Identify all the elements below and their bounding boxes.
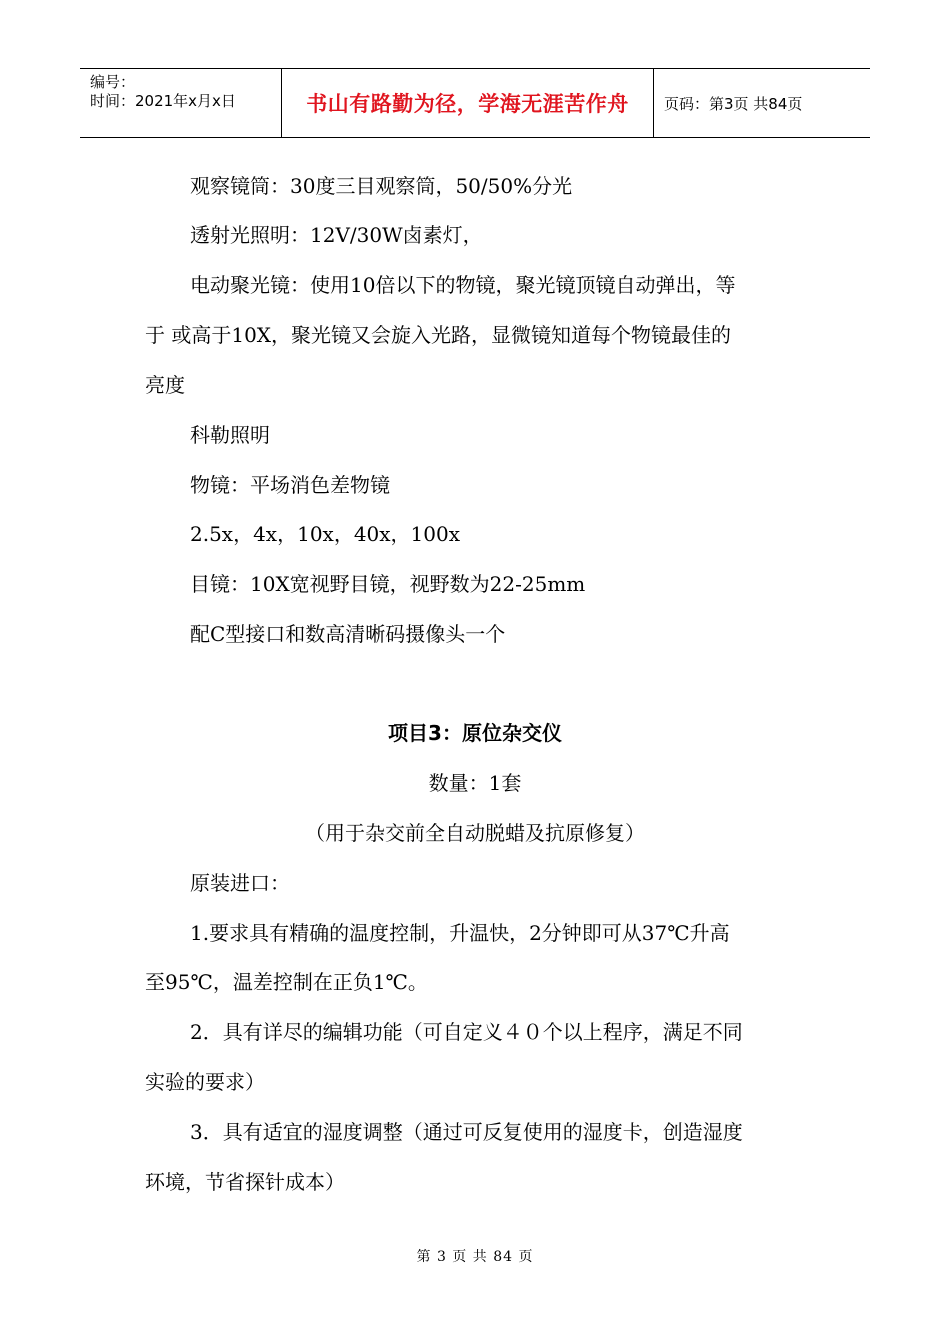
text-line: 透射光照明：12V/30W卤素灯， [190,223,483,247]
section-title: 项目3：原位杂交仪 [388,721,562,745]
header-meta [80,69,282,137]
page-header [80,68,870,138]
text-line: 2.5x，4x，10x，40x，100x [190,522,460,546]
requirement-2-line-2: 实验的要求） [145,1070,265,1094]
origin-line: 原装进口： [190,871,290,895]
text-line: 物镜：平场消色差物镜 [190,473,390,497]
page-footer: 第 3 页 共 84 页 [416,1249,534,1265]
requirement-1-line-2: 至95℃，温差控制在正负1℃。 [145,970,428,994]
text-line: 亮度 [145,373,185,397]
purpose-line: （用于杂交前全自动脱蜡及抗原修复） [305,821,645,845]
number-label: 编号： [90,73,136,91]
header-page-info: 页码：第3页 共84页 [664,94,803,113]
requirement-3-line-2: 环境，节省探针成本） [145,1170,345,1194]
requirement-2-line-1: 2．具有详尽的编辑功能（可自定义４０个以上程序，满足不同 [190,1020,743,1044]
text-line: 电动聚光镜：使用10倍以下的物镜，聚光镜顶镜自动弹出，等 [190,273,736,297]
text-line: 科勒照明 [190,423,270,447]
text-line: 观察镜筒：30度三目观察筒，50/50%分光 [190,174,573,198]
requirement-3-line-1: 3．具有适宜的湿度调整（通过可反复使用的湿度卡，创造湿度 [190,1120,743,1144]
requirement-1-line-1: 1.要求具有精确的温度控制，升温快，2分钟即可从37℃升高 [190,921,730,945]
text-line: 配C型接口和数高清晰码摄像头一个 [190,622,506,646]
quantity-line: 数量：1套 [428,771,522,795]
text-line: 于 或高于10X，聚光镜又会旋入光路，显微镜知道每个物镜最佳的 [145,323,732,347]
header-motto: 书山有路勤为径，学海无涯苦作舟 [282,69,654,137]
date-label: 时间：2021年x月x日 [90,92,236,110]
text-line: 目镜：10X宽视野目镜，视野数为22-25mm [190,572,586,596]
